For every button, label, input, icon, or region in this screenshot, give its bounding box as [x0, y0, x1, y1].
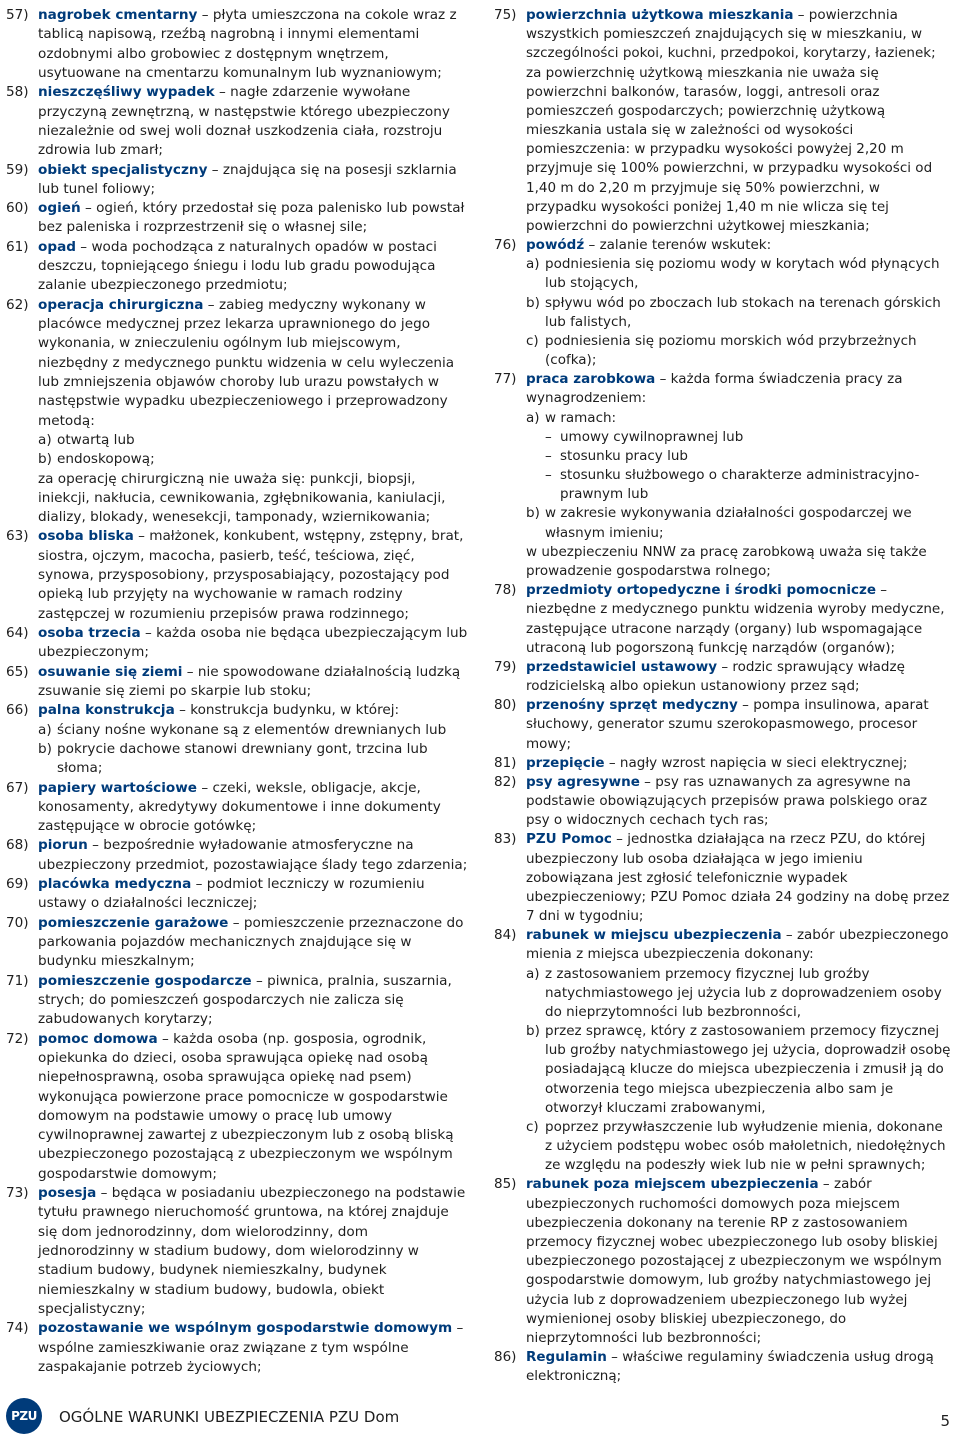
entry-number: 70)	[6, 914, 29, 931]
definition-body: powierzchnia użytkowa mieszkania – powierzchnia wszystkich pomieszczeń znajdujących się w mieszkaniu, w szczególności pokoi, kuchni, przedpokoi, korytarzy, łazienek; za powierzchnię użytkową mieszkania nie uważa się powierzchni balkonów, tarasów, loggi, antresoli oraz pomieszczeń gospodarczych; powierzchnię użytkową mieszkania ustala się w zależności od wysokości pomieszczenia: w przypadku wysokości powyżej 2,20 m przyjmuje się 100% powierzchni, w przypadku wysokości od 1,40 m do 2,20 m przyjmuje się 50% powierzchni, w przypadku wysokości poniżej 1,40 m nie wlicza się tej powierzchni do powierzchni użytkowej mieszkania;	[526, 7, 936, 234]
sub-item-text: ściany nośne wykonane są z elementów drewnianych lub	[57, 721, 447, 738]
sub-item-letter: b)	[38, 451, 52, 468]
definition-text: nagły wzrost napięcia w sieci elektrycznej;	[619, 754, 908, 771]
definition-body: posesja – będąca w posiadaniu ubezpieczonego na podstawie tytułu prawnego nieruchomość gruntowa, na której znajduje się dom jednorodzinny, dom wielorodzinny, dom jednorodzinny w stadium budowy, dom wielorodzinny w stadium budowy, budynek niemieszkalny, budynek niemieszkalny w stadium budowy, budowla, obiekt specjalistyczny;	[38, 1185, 466, 1317]
sub-item-text: w ramach:	[545, 409, 617, 426]
defined-term: palna konstrukcja	[38, 702, 175, 719]
defined-term: pozostawanie we wspólnym gospodarstwie domowym	[38, 1320, 453, 1337]
defined-term: rabunek w miejscu ubezpieczenia	[526, 927, 782, 944]
sub-item-letter: b)	[526, 505, 540, 522]
sub-item-letter: a)	[38, 721, 52, 738]
entry-number: 65)	[6, 663, 29, 680]
definition-text: psy ras uznawanych za agresywne na podstawie obowiązujących przepisów prawa polskiego oraz psy o widocznych cechach tych ras;	[526, 773, 928, 829]
dash-item	[526, 428, 954, 447]
sub-item	[526, 332, 954, 370]
right-column	[494, 6, 954, 1386]
sub-item-text: pokrycie dachowe stanowi drewniany gont, trzcina lub słoma;	[57, 740, 428, 777]
definition-text: zabieg medyczny wykonany w placówce medycznej przez lekarza uprawnionego do jego wykonania, w znieczuleniu ogólnym lub miejscowym, niezbędny z medycznego punktu widzenia w celu wyleczenia lub zmniejszenia objawów choroby lub urazu powstałych w następstwie wypadku ubezpieczeniowego i przeprowadzony metodą:	[38, 296, 455, 429]
entry-number: 76)	[494, 237, 517, 254]
sub-item-letter: b)	[526, 1023, 540, 1040]
definition-entry	[494, 773, 954, 831]
entry-number: 58)	[6, 84, 29, 101]
entry-number: 72)	[6, 1030, 29, 1047]
dash-item-text: umowy cywilnoprawnej lub	[560, 428, 744, 445]
definition-entry	[6, 161, 468, 200]
definition-text: ogień, który przedostał się poza palenisko lub powstał bez paleniska i rozprzestrzenił się o własnej sile;	[38, 200, 465, 236]
definition-body: rabunek w miejscu ubezpieczenia – zabór ubezpieczonego mienia z miejsca ubezpieczenia dokonany:	[526, 927, 949, 963]
definition-text: pomieszczenie przeznaczone do parkowania pojazdów mechanicznych znajdujące się w budynku mieszkalnym;	[38, 914, 464, 970]
entry-number: 80)	[494, 697, 517, 714]
defined-term: nagrobek cmentarny	[38, 7, 198, 23]
definition-body: operacja chirurgiczna – zabieg medyczny wykonany w placówce medycznej przez lekarza uprawnionego do jego wykonania, w znieczuleniu ogólnym lub miejscowym, niezbędny z medycznego punktu widzenia w celu wyleczenia lub zmniejszenia objawów choroby lub urazu powstałych w następstwie wypadku ubezpieczeniowego i przeprowadzony metodą:	[38, 296, 455, 429]
definition-body: obiekt specjalistyczny – znajdująca się na posesji szklarnia lub tunel foliowy;	[38, 161, 457, 197]
definition-body: nagrobek cmentarny – płyta umieszczona na cokole wraz z tablicą napisową, rzeźbą nagrobną i innymi elementami ozdobnymi albo grobowiec z dostępnym wnętrzem, usytuowane na cmentarzu komunalnym lub wyznaniowym;	[38, 7, 457, 81]
definition-entry	[494, 830, 954, 926]
defined-term: osuwanie się ziemi	[38, 663, 183, 680]
definition-body: pomoc domowa – każda osoba (np. gosposia, ogrodnik, opiekunka do dzieci, osoba sprawująca opiekę nad osobą niepełnosprawną, osoba sprawująca opiekę nad psem) wykonująca powierzone prace pomocnicze w gospodarstwie domowym na podstawie umowy o pracę lub umowy cywilnoprawnej zawartej z ubezpieczonym lub z osobą bliską ubezpieczonego pozostającą z ubezpieczonym we wspólnym gospodarstwie domowym;	[38, 1030, 454, 1182]
definition-entry	[494, 1175, 954, 1348]
definition-entry	[494, 754, 954, 773]
definition-text: rodzic sprawujący władzę rodzicielską albo opiekun ustanowiony przez sąd;	[526, 658, 905, 695]
sub-item-letter: b)	[526, 294, 540, 311]
entry-number: 79)	[494, 658, 517, 675]
entry-number: 81)	[494, 754, 517, 771]
definition-text: woda pochodząca z naturalnych opadów w postaci deszczu, topniejącego śniegu i lodu lub gradu powodująca zalanie ubezpieczonego przedmiotu;	[38, 238, 437, 294]
left-column	[6, 6, 468, 1377]
definition-body: praca zarobkowa – każda forma świadczenia pracy za wynagrodzeniem:	[526, 371, 903, 407]
footer-title: OGÓLNE WARUNKI UBEZPIECZENIA PZU Dom	[59, 1408, 400, 1426]
defined-term: PZU Pomoc	[526, 831, 612, 848]
definition-body: placówka medyczna – podmiot leczniczy w rozumieniu ustawy o działalności leczniczej;	[38, 876, 425, 912]
definition-text: zabór ubezpieczonego mienia z miejsca ubezpieczenia dokonany:	[526, 927, 949, 963]
defined-term: pomieszczenie gospodarcze	[38, 972, 252, 989]
defined-term: przenośny sprzęt medyczny	[526, 697, 738, 714]
definition-body: opad – woda pochodząca z naturalnych opadów w postaci deszczu, topniejącego śniegu i lodu lub gradu powodująca zalanie ubezpieczonego przedmiotu;	[38, 238, 437, 294]
sub-item-letter: a)	[526, 965, 540, 982]
page-footer	[0, 1390, 960, 1434]
dash-item-text: stosunku pracy lub	[560, 447, 688, 464]
definition-body: piorun – bezpośrednie wyładowanie atmosferyczne na ubezpieczony przedmiot, pozostawiające ślady tego zdarzenia;	[38, 837, 468, 873]
defined-term: powierzchnia użytkowa mieszkania	[526, 7, 794, 23]
sub-item-text: podniesienia się poziomu morskich wód przybrzeżnych (cofka);	[545, 332, 917, 369]
definition-text: podmiot leczniczy w rozumieniu ustawy o działalności leczniczej;	[38, 876, 425, 912]
sub-item-text: przez sprawcę, który z zastosowaniem przemocy fizycznej lub groźby natychmiastowego jej użycia, doprowadził osobę posiadającą klucze do miejsca ubezpieczenia i zmusił ją do otworzenia tego miejsca ubezpieczenia albo sam je otworzył kluczami zrabowanymi,	[545, 1023, 951, 1116]
defined-term: piorun	[38, 837, 88, 854]
sub-item-text: poprzez przywłaszczenie lub wyłudzenie mienia, dokonane z użyciem podstępu wobec osób małoletnich, niedołężnych ze względu na podeszły wiek lub nie w pełni sprawnych;	[545, 1118, 946, 1174]
sub-item	[38, 740, 468, 779]
defined-term: ogień	[38, 200, 81, 217]
sub-item-letter: a)	[526, 256, 540, 273]
defined-term: psy agresywne	[526, 773, 640, 790]
definition-body: pozostawanie we wspólnym gospodarstwie domowym – wspólne zamieszkiwanie oraz związane z tym wspólne zaspakajanie potrzeb życiowych;	[38, 1320, 464, 1375]
dash-item	[526, 447, 954, 466]
entry-number: 69)	[6, 876, 29, 893]
defined-term: przedstawiciel ustawowy	[526, 658, 718, 675]
entry-number: 67)	[6, 779, 29, 796]
defined-term: nieszczęśliwy wypadek	[38, 84, 215, 101]
definition-body: przedmioty ortopedyczne i środki pomocnicze – niezbędne z medycznego punktu widzenia wyroby medyczne, zastępujące utracone narządy (organy) lub wspomagające utraconą lub pogorszoną funkcję narządów (organów);	[526, 582, 945, 656]
definition-entry	[6, 296, 468, 528]
definition-entry	[494, 658, 954, 696]
sub-item-letter: c)	[526, 1118, 539, 1135]
definition-body: osoba trzecia – każda osoba nie będąca ubezpieczającym lub ubezpieczonym;	[38, 625, 468, 661]
entry-number: 83)	[494, 831, 517, 848]
defined-term: opad	[38, 238, 76, 255]
definition-body: przedstawiciel ustawowy – rodzic sprawujący władzę rodzicielską albo opiekun ustanowiony przez sąd;	[526, 658, 905, 695]
sub-item-text: otwartą lub	[57, 431, 135, 448]
definition-text: każda forma świadczenia pracy za wynagrodzeniem:	[526, 371, 903, 407]
definition-text: bezpośrednie wyładowanie atmosferyczne na ubezpieczony przedmiot, pozostawiające ślady tego zdarzenia;	[38, 837, 468, 873]
definition-entry	[6, 914, 468, 972]
sub-item	[526, 409, 954, 428]
definition-body: przepięcie – nagły wzrost napięcia w sieci elektrycznej;	[526, 754, 908, 771]
definition-entry	[6, 1319, 468, 1377]
defined-term: pomoc domowa	[38, 1030, 158, 1047]
definition-entry	[494, 1348, 954, 1386]
dash-marker: –	[545, 428, 552, 445]
definition-entry	[6, 527, 468, 624]
sub-item	[526, 1118, 954, 1176]
definition-entry	[6, 875, 468, 914]
sub-item	[526, 255, 954, 293]
entry-number: 60)	[6, 200, 29, 217]
definition-text: piwnica, pralnia, suszarnia, strych; do pomieszczeń gospodarczych nie zalicza się zabudowanych korytarzy;	[38, 972, 452, 1028]
definition-entry	[494, 696, 954, 754]
entry-number: 73)	[6, 1185, 29, 1202]
defined-term: papiery wartościowe	[38, 779, 198, 796]
entry-number: 82)	[494, 773, 517, 790]
definition-entry	[494, 370, 954, 581]
definition-text: zalanie terenów wskutek:	[599, 237, 772, 254]
defined-term: osoba bliska	[38, 528, 134, 545]
sub-item-text: spływu wód po zboczach lub stokach na terenach górskich lub falistych,	[545, 294, 941, 330]
definition-text: zabór ubezpieczonych ruchomości domowych poza miejscem ubezpieczenia dokonany na terenie RP z zastosowaniem przemocy fizycznej wobec ubezpieczonego lub osoby bliskiej ubezpieczonego pozostającej z ubezpieczonym we wspólnym gospodarstwie domowym, lub groźby natychmiastowego jej użycia lub z doprowadzeniem ubezpieczonego lub wyżej wymienionej osoby bliskiej ubezpieczonego, do nieprzytomności lub bezbronności;	[526, 1176, 942, 1346]
definition-body: PZU Pomoc – jednostka działająca na rzecz PZU, do której ubezpieczony lub osoba działająca w jego imieniu zobowiązana jest zgłosić telefonicznie wypadek ubezpieczeniowy; PZU Pomoc działa 24 godziny na dobę przez 7 dni w tygodniu;	[526, 831, 950, 925]
entry-number: 64)	[6, 625, 29, 641]
definition-body: Regulamin – właściwe regulaminy świadczenia usług drogą elektroniczną;	[526, 1349, 934, 1385]
definition-text: czeki, weksle, obligacje, akcje, konosamenty, akredytywy dokumentowe i inne dokumenty zastępujące w obrocie gotówkę;	[38, 779, 441, 835]
definition-entry	[6, 972, 468, 1030]
entry-number: 75)	[494, 7, 517, 23]
entry-number: 68)	[6, 837, 29, 854]
definition-text: każda osoba nie będąca ubezpieczającym lub ubezpieczonym;	[38, 625, 468, 661]
sub-item	[526, 965, 954, 1023]
defined-term: praca zarobkowa	[526, 371, 656, 388]
entry-number: 84)	[494, 927, 517, 944]
dash-marker: –	[545, 447, 552, 464]
entry-number: 85)	[494, 1176, 517, 1193]
defined-term: powódź	[526, 237, 585, 254]
dash-item	[526, 466, 954, 504]
entry-number: 66)	[6, 702, 29, 719]
definition-text: właściwe regulaminy świadczenia usług drogą elektroniczną;	[526, 1349, 934, 1385]
defined-term: posesja	[38, 1185, 97, 1202]
definition-note: w ubezpieczeniu NNW za pracę zarobkową uważa się także prowadzenie gospodarstwa rolnego;	[526, 543, 927, 579]
definition-entry	[6, 6, 468, 83]
entry-number: 63)	[6, 528, 29, 545]
defined-term: przepięcie	[526, 754, 605, 771]
definition-body: przenośny sprzęt medyczny – pompa insulinowa, aparat słuchowy, generator szumu szerokopasmowego, procesor mowy;	[526, 697, 929, 752]
definition-text: niezbędne z medycznego punktu widzenia wyroby medyczne, zastępujące utracone narządy (organy) lub wspomagające utraconą lub pogorszoną funkcję narządów (organów);	[526, 601, 945, 656]
definition-body: osuwanie się ziemi – nie spowodowane działalnością ludzką zsuwanie się ziemi po skarpie lub stoku;	[38, 663, 461, 699]
defined-term: pomieszczenie garażowe	[38, 914, 229, 931]
defined-term: placówka medyczna	[38, 876, 192, 893]
definition-entry	[6, 701, 468, 778]
defined-term: przedmioty ortopedyczne i środki pomocnicze	[526, 582, 876, 599]
definition-text: pompa insulinowa, aparat słuchowy, generator szumu szerokopasmowego, procesor mowy;	[526, 697, 929, 752]
definition-text: małżonek, konkubent, wstępny, zstępny, brat, siostra, ojczym, macocha, pasierb, teść, teściowa, zięć, synowa, przysposobiony, przysposabiający, pozostający pod opieką lub przyjęty na wychowanie w ramach rodziny zastępczej w rozumieniu przepisów prawa rodzinnego;	[38, 528, 464, 622]
definition-entry	[494, 236, 954, 370]
sub-item-text: endoskopową;	[57, 451, 155, 468]
defined-term: obiekt specjalistyczny	[38, 161, 208, 178]
dash-marker: –	[545, 467, 552, 484]
definition-text: znajdująca się na posesji szklarnia lub tunel foliowy;	[38, 161, 457, 197]
entry-number: 74)	[6, 1320, 29, 1337]
sub-item-letter: a)	[38, 431, 52, 448]
definition-entry	[6, 238, 468, 296]
sub-item	[526, 504, 954, 542]
sub-item	[526, 1022, 954, 1118]
defined-term: osoba trzecia	[38, 625, 141, 641]
definition-body: rabunek poza miejscem ubezpieczenia – zabór ubezpieczonych ruchomości domowych poza miejscem ubezpieczenia dokonany na terenie RP z zastosowaniem przemocy fizycznej wobec ubezpieczonego lub osoby bliskiej ubezpieczonego pozostającej z ubezpieczonym we wspólnym gospodarstwie domowym, lub groźby natychmiastowego jej użycia lub z doprowadzeniem ubezpieczonego lub wyżej wymienionej osoby bliskiej ubezpieczonego, do nieprzytomności lub bezbronności;	[526, 1176, 942, 1346]
entry-number: 62)	[6, 296, 29, 313]
definition-entry	[6, 1184, 468, 1319]
pzu-logo-icon: PZU	[6, 1398, 42, 1434]
defined-term: operacja chirurgiczna	[38, 296, 204, 313]
definition-text: każda osoba (np. gosposia, ogrodnik, opiekunka do dzieci, osoba sprawująca opiekę nad osobą niepełnosprawną, osoba sprawująca opiekę nad psem) wykonująca powierzone prace pomocnicze w gospodarstwie domowym na podstawie umowy o pracę lub umowy cywilnoprawnej zawartej z ubezpieczonym lub z osobą bliską ubezpieczonego pozostającą z ubezpieczonym we wspólnym gospodarstwie domowym;	[38, 1030, 454, 1182]
definition-body: nieszczęśliwy wypadek – nagłe zdarzenie wywołane przyczyną zewnętrzną, w następstwie którego ubezpieczony niezależnie od swej woli doznał uszkodzenia ciała, rozstroju zdrowia lub zmarł;	[38, 84, 450, 159]
definition-body: pomieszczenie gospodarcze – piwnica, pralnia, suszarnia, strych; do pomieszczeń gospodarczych nie zalicza się zabudowanych korytarzy;	[38, 972, 452, 1028]
entry-number: 57)	[6, 7, 29, 23]
defined-term: Regulamin	[526, 1349, 607, 1366]
definition-text: będąca w posiadaniu ubezpieczonego na podstawie tytułu prawnego nieruchomość gruntowa, na której znajduje się dom jednorodzinny, dom wielorodzinny, dom jednorodzinny w stadium budowy, dom wielorodzinny w stadium budowy, budynek niemieszkalny, budynek niemieszkalny w stadium budowy, budowla, obiekt specjalistyczny;	[38, 1185, 466, 1317]
definition-entry	[494, 6, 954, 236]
sub-item-letter: c)	[526, 332, 539, 349]
definition-text: konstrukcja budynku, w której:	[190, 702, 400, 719]
definition-body: papiery wartościowe – czeki, weksle, obligacje, akcje, konosamenty, akredytywy dokumentowe i inne dokumenty zastępujące w obrocie gotówkę;	[38, 779, 441, 835]
sub-item-text: w zakresie wykonywania działalności gospodarczej we własnym imieniu;	[545, 505, 912, 541]
entry-number: 78)	[494, 582, 517, 599]
definition-body: psy agresywne – psy ras uznawanych za agresywne na podstawie obowiązujących przepisów prawa polskiego oraz psy o widocznych cechach tych ras;	[526, 773, 928, 829]
sub-item-text: z zastosowaniem przemocy fizycznej lub groźby natychmiastowego jej użycia lub z doprowadzeniem osoby do nieprzytomności lub bezbronności,	[545, 965, 942, 1020]
definition-text: wspólne zamieszkiwanie oraz związane z tym wspólne zaspakajanie potrzeb życiowych;	[38, 1339, 409, 1375]
definition-entry	[494, 581, 954, 658]
sub-item	[38, 450, 468, 469]
page-number: 5	[940, 1412, 950, 1430]
definition-entry	[6, 836, 468, 875]
definition-entry	[494, 926, 954, 1175]
definition-entry	[6, 779, 468, 837]
dash-item-text: stosunku służbowego o charakterze administracyjno-prawnym lub	[560, 467, 920, 503]
sub-item	[526, 294, 954, 332]
definition-body: osoba bliska – małżonek, konkubent, wstępny, zstępny, brat, siostra, ojczym, macocha, pasierb, teść, teściowa, zięć, synowa, przysposobiony, przysposabiający, pozostający pod opieką lub przyjęty na wychowanie w ramach rodziny zastępczej w rozumieniu przepisów prawa rodzinnego;	[38, 528, 464, 622]
definition-entry	[6, 624, 468, 663]
definition-body: ogień – ogień, który przedostał się poza palenisko lub powstał bez paleniska i rozprzestrzenił się o własnej sile;	[38, 200, 465, 236]
defined-term: rabunek poza miejscem ubezpieczenia	[526, 1176, 819, 1193]
definition-entry	[6, 1030, 468, 1185]
definition-body: powódź – zalanie terenów wskutek:	[526, 237, 772, 254]
definition-body: palna konstrukcja – konstrukcja budynku, w której:	[38, 702, 400, 719]
definition-text: nie spowodowane działalnością ludzką zsuwanie się ziemi po skarpie lub stoku;	[38, 663, 461, 699]
definition-text: nagłe zdarzenie wywołane przyczyną zewnętrzną, w następstwie którego ubezpieczony niezależnie od swej woli doznał uszkodzenia ciała, rozstroju zdrowia lub zmarł;	[38, 84, 450, 159]
definition-text: jednostka działająca na rzecz PZU, do której ubezpieczony lub osoba działająca w jego imieniu zobowiązana jest zgłosić telefonicznie wypadek ubezpieczeniowy; PZU Pomoc działa 24 godziny na dobę przez 7 dni w tygodniu;	[526, 831, 950, 925]
sub-item-letter: a)	[526, 409, 540, 426]
definition-entry	[6, 663, 468, 702]
definition-text: płyta umieszczona na cokole wraz z tablicą napisową, rzeźbą nagrobną i innymi elementami ozdobnymi albo grobowiec z dostępnym wnętrzem, usytuowane na cmentarzu komunalnym lub wyznaniowym;	[38, 7, 457, 81]
sub-item	[38, 431, 468, 450]
entry-number: 86)	[494, 1349, 517, 1366]
sub-item-letter: b)	[38, 740, 52, 757]
definition-entry	[6, 199, 468, 238]
definition-text: powierzchnia wszystkich pomieszczeń znajdujących się w mieszkaniu, w szczególności pokoi, kuchni, przedpokoi, korytarzy, łazienek; za powierzchnię użytkową mieszkania nie uważa się powierzchni balkonów, tarasów, loggi, antresoli oraz pomieszczeń gospodarczych; powierzchnię użytkową mieszkania ustala się w zależności od wysokości pomieszczenia: w przypadku wysokości powyżej 2,20 m przyjmuje się 100% powierzchni, w przypadku wysokości od 1,40 m do 2,20 m przyjmuje się 50% powierzchni, w przypadku wysokości poniżej 1,40 m nie wlicza się tej powierzchni do powierzchni użytkowej mieszkania;	[526, 7, 936, 234]
definition-note: za operację chirurgiczną nie uważa się: punkcji, biopsji, iniekcji, nakłucia, cewnikowania, zgłębnikowania, kaniulacji, dializy, blokady, wenesekcji, tamponady, wziernikowania;	[38, 470, 446, 526]
definition-body: pomieszczenie garażowe – pomieszczenie przeznaczone do parkowania pojazdów mechanicznych znajdujące się w budynku mieszkalnym;	[38, 914, 464, 970]
entry-number: 59)	[6, 161, 29, 178]
sub-item	[38, 721, 468, 740]
entry-number: 61)	[6, 238, 29, 255]
entry-number: 71)	[6, 972, 29, 989]
entry-number: 77)	[494, 371, 517, 388]
definition-entry	[6, 83, 468, 160]
sub-item-text: podniesienia się poziomu wody w korytach wód płynących lub stojących,	[545, 256, 940, 292]
